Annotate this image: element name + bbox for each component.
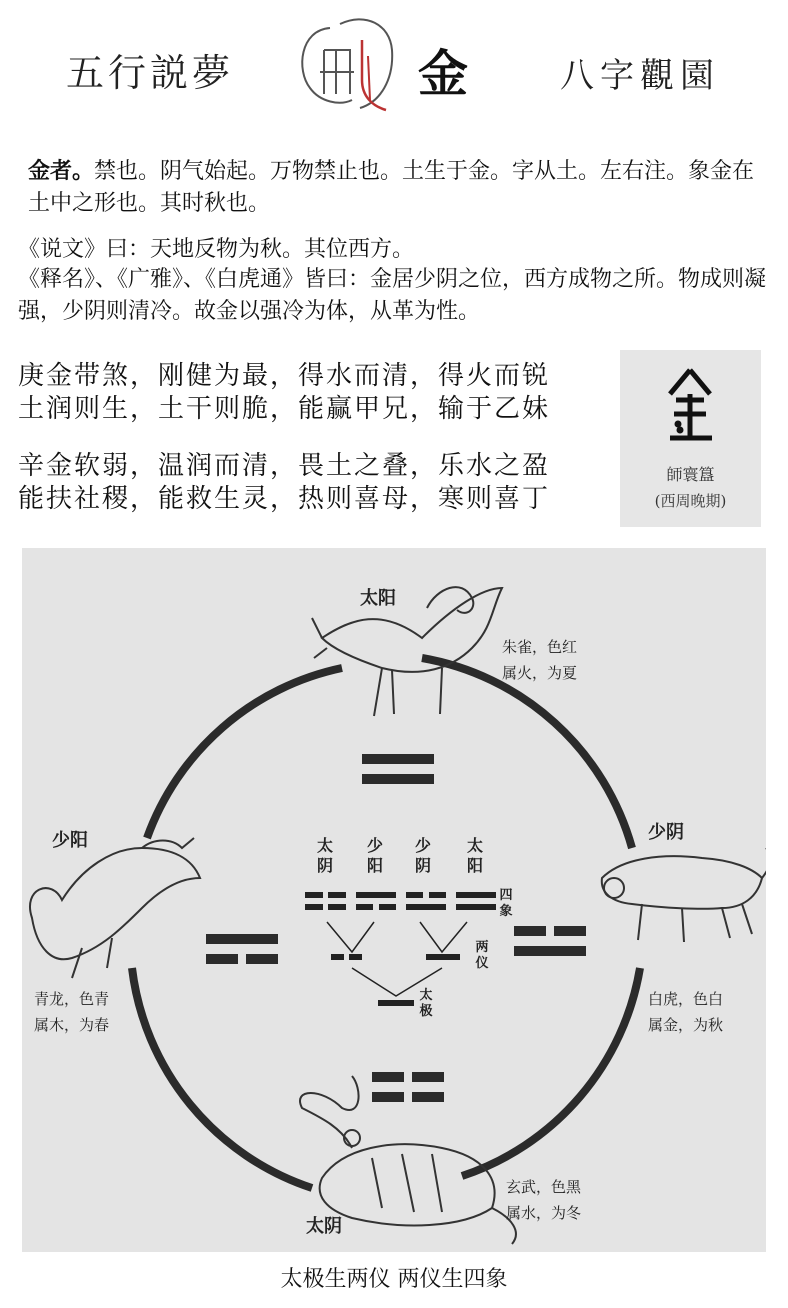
note-right-line1: 白虎，色白: [648, 990, 724, 1008]
sixiang-label-taiyang: 太阳: [466, 836, 483, 875]
verse-line-1: 庚金带煞，刚健为最，得水而清，得火而锐: [18, 361, 551, 391]
element-title: 金: [418, 45, 468, 103]
intro-lead: 金者。: [28, 159, 95, 184]
note-left-line1: 青龙，色青: [34, 990, 110, 1008]
note-black-tortoise: [506, 1174, 581, 1226]
label-shaoyin-right: 少阴: [648, 822, 684, 843]
label-liangyi: 两仪: [475, 940, 489, 971]
label-sixiang: 四象: [499, 888, 513, 919]
sixiang-label-shaoyang: 少阳: [366, 836, 383, 875]
diagram-graphics: [22, 548, 766, 1252]
bronze-inscription-box: [620, 350, 761, 527]
note-top-line1: 朱雀，色红: [502, 638, 578, 656]
seal-vessel-name: 師寰簋: [666, 465, 715, 484]
note-bottom-line1: 玄武，色黑: [506, 1178, 582, 1196]
seal-period: (西周晚期): [654, 492, 727, 510]
verse-line-2: 土润则生，土干则脆，能赢甲兄，输于乙妹: [18, 394, 551, 424]
seal-logo: [290, 10, 410, 118]
diagram-caption: 太极生两仪 两仪生四象: [280, 1267, 508, 1292]
note-bottom-line2: 属水，为冬: [506, 1204, 582, 1222]
label-taiji: 太极: [419, 988, 433, 1019]
verse-line-4: 能扶社稷，能救生灵，热则喜母，寒则喜丁: [18, 484, 551, 514]
vermilion-bird-icon: [312, 587, 502, 716]
label-shaoyang-left: 少阳: [52, 830, 88, 851]
quote-shuowen: 《说文》曰：天地反物为秋。其位西方。: [18, 237, 415, 262]
sixiang-label-shaoyin: 少阴: [414, 836, 431, 875]
note-white-tiger: [648, 986, 723, 1038]
note-right-line2: 属金，为秋: [648, 1016, 724, 1034]
sixiang-diagram: [22, 548, 766, 1252]
note-azure-dragon: [34, 986, 109, 1038]
azure-dragon-icon: [30, 838, 200, 978]
quote-shiming: 《释名》、《广雅》、《白虎通》皆曰：金居少阴之位，西方成物之所。物成则凝强，少阴则清冷。故金以强冷为体，从革为性。: [18, 267, 767, 324]
note-left-line2: 属木，为春: [34, 1016, 110, 1034]
header-right-title: 八字觀園: [560, 56, 720, 96]
label-taiyin-bottom: 太阴: [306, 1216, 342, 1237]
header-left-title: 五行説夢: [66, 51, 235, 95]
white-tiger-icon: [602, 848, 766, 942]
intro-text: 禁也。阴气始起。万物禁止也。土生于金。字从土。左右注。象金在土中之形也。其时秋也。: [28, 159, 755, 216]
sixiang-label-taiyin: 太阴: [316, 836, 333, 875]
intro-paragraph: [28, 156, 758, 220]
label-taiyang-top: 太阳: [360, 588, 396, 609]
note-top-line2: 属火，为夏: [502, 664, 578, 682]
verse-line-3: 辛金软弱，温润而清，畏土之叠，乐水之盈: [18, 451, 551, 481]
note-vermilion-bird: [502, 634, 577, 686]
